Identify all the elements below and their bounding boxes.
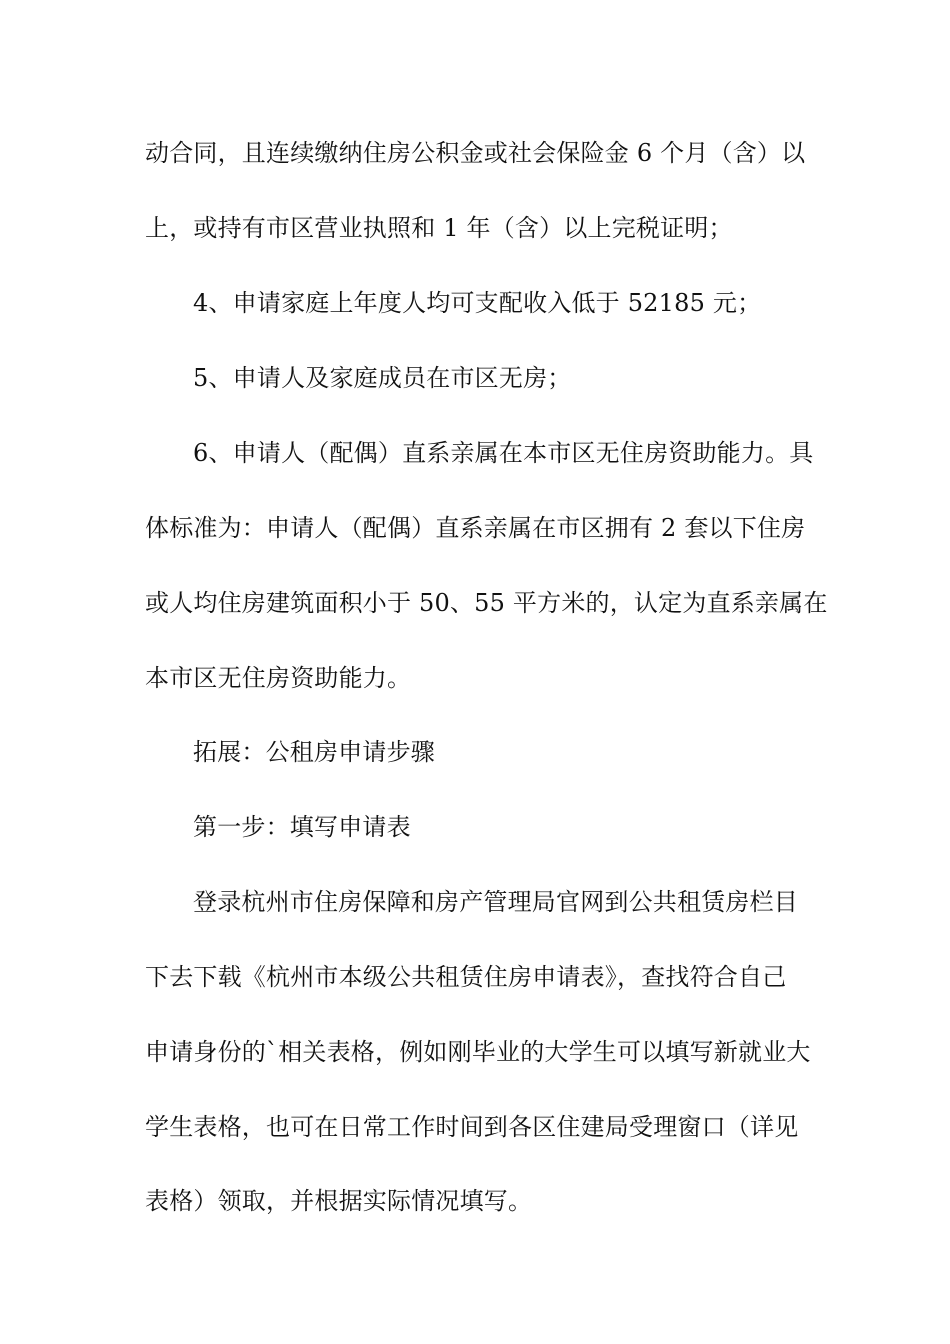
list-item-5: 5、申请人及家庭成员在市区无房； [193, 364, 572, 392]
section-heading: 拓展：公租房申请步骤 [193, 738, 435, 766]
paragraph-line: 申请身份的`相关表格，例如刚毕业的大学生可以填写新就业大 [145, 1038, 811, 1066]
paragraph-line: 动合同，且连续缴纳住房公积金或社会保险金 6 个月（含）以 [145, 139, 806, 167]
paragraph-line: 上，或持有市区营业执照和 1 年（含）以上完税证明； [145, 214, 733, 242]
paragraph-line: 表格）领取，并根据实际情况填写。 [145, 1187, 533, 1215]
list-item-4: 4、申请家庭上年度人均可支配收入低于 52185 元； [193, 289, 762, 317]
paragraph-line: 登录杭州市住房保障和房产管理局官网到公共租赁房栏目 [193, 888, 798, 916]
list-item-6: 6、申请人（配偶）直系亲属在本市区无住房资助能力。具 [193, 439, 814, 467]
paragraph-line: 或人均住房建筑面积小于 50、55 平方米的，认定为直系亲属在 [145, 589, 828, 617]
paragraph-line: 本市区无住房资助能力。 [145, 664, 412, 692]
paragraph-line: 下去下载《杭州市本级公共租赁住房申请表》，查找符合自己 [145, 963, 787, 991]
step-heading: 第一步：填写申请表 [193, 813, 411, 841]
paragraph-line: 学生表格，也可在日常工作时间到各区住建局受理窗口（详见 [145, 1113, 799, 1141]
paragraph-line: 体标准为：申请人（配偶）直系亲属在市区拥有 2 套以下住房 [145, 514, 806, 542]
